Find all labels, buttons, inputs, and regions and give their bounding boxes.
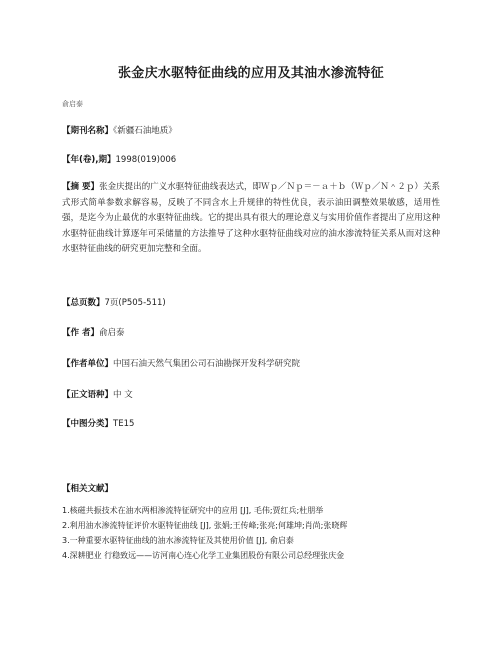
- pages-value: 7页(P505-511): [104, 298, 166, 308]
- unit-field: [62, 358, 442, 371]
- reference-item: 1.核磁共振技术在油水两相渗流特征研究中的应用 [J], 毛伟;贾红兵;杜朋举: [62, 506, 324, 515]
- classification-field: [62, 418, 442, 431]
- journal-label: 【期刊名称】: [62, 126, 114, 136]
- byline-author: 俞启泰: [62, 100, 83, 108]
- journal-value: 《新疆石油地质》: [113, 126, 177, 136]
- related-refs-list: [62, 503, 452, 563]
- unit-value: 中国石油天然气集团公司石油勘探开发科学研究院: [113, 359, 301, 369]
- abstract-label: 【摘 要】: [62, 182, 100, 192]
- classification-value: TE15: [113, 419, 135, 429]
- author-label: 【作 者】: [62, 328, 99, 338]
- journal-field: [62, 125, 442, 138]
- reference-item: 4.深耕肥业 行稳致远——访河南心连心化学工业集团股份有限公司总经理张庆金: [62, 551, 345, 560]
- author-field: [62, 327, 442, 340]
- abstract-text: 张金庆提出的广义水驱特征曲线表达式，即Ｗｐ／Ｎｐ＝－ａ＋ｂ（Ｗｐ／Ｎ＾２ｐ）关系式形式简单参数求解容易，反映了不同含水上升规律的特性优良，表示油田调整效果敏感，适用性强，是迄今为止最优的水驱特征曲线。它的提出具有很大的理论意义与实用价值作者提出了应用这种水驱特征曲线计算逐年可采储量的方法推导了这种水驱特征曲线对应的油水渗流特征关系从而对这种水驱特征曲线的研究更加完整和全面。: [62, 182, 440, 254]
- reference-item: 3.一种重要水驱特征曲线的油水渗流特征及其使用价值 [J], 俞启泰: [62, 536, 294, 545]
- reference-item: 2.利用油水渗流特征评价水驱特征曲线 [J], 张娟;王传峰;张亮;何雄坤;肖尚;张晓辉: [62, 521, 348, 530]
- year-field: [62, 154, 442, 167]
- author-value: 俞启泰: [98, 328, 125, 338]
- pages-field: [62, 297, 442, 310]
- unit-label: 【作者单位】: [62, 359, 114, 369]
- language-label: 【正文语种】: [62, 390, 114, 400]
- classification-label: 【中图分类】: [62, 419, 114, 429]
- pages-label: 【总页数】: [62, 298, 105, 308]
- language-field: [62, 389, 442, 402]
- document-title: 张金庆水驱特征曲线的应用及其油水渗流特征: [117, 66, 384, 81]
- abstract-field: [62, 180, 440, 258]
- language-value: 中 文: [113, 390, 133, 400]
- year-value: 1998(019)006: [115, 155, 177, 165]
- related-refs-title: 【相关文献】: [62, 484, 114, 494]
- year-label: 【年(卷),期】: [62, 155, 116, 165]
